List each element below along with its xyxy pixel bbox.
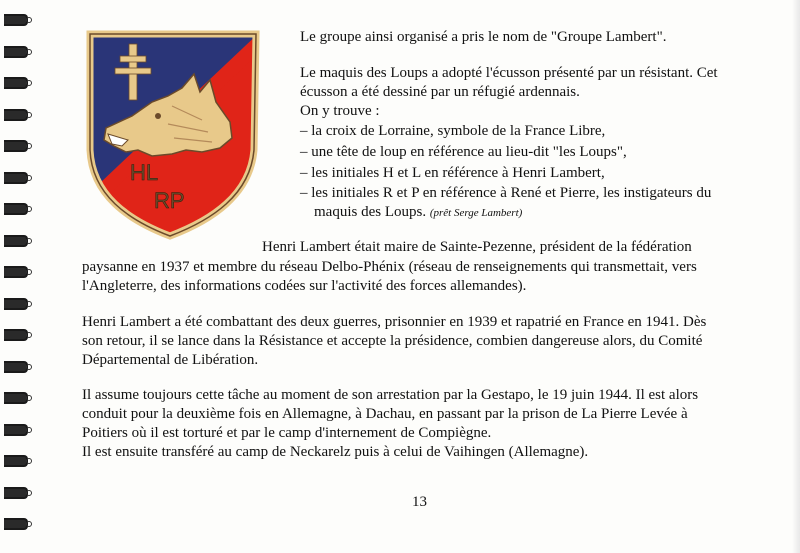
binding-ring	[4, 203, 28, 215]
spiral-binding	[0, 0, 30, 553]
intro-line-4: On y trouve :	[300, 103, 380, 119]
binding-ring	[4, 329, 28, 341]
page-number: 13	[412, 494, 427, 510]
binding-ring	[4, 361, 28, 373]
paragraph-2-line: Départemental de Libération.	[82, 352, 259, 368]
intro-last-text: maquis des Loups.	[314, 204, 427, 220]
bullet-item: – la croix de Lorraine, symbole de la France Libre,	[300, 123, 606, 139]
paragraph-3-line: Il assume toujours cette tâche au moment de son arrestation par la Gestapo, le 19 juin 1944. Il est alors	[82, 387, 699, 403]
paragraph-1-line: paysanne en 1937 et membre du réseau Delbo-Phénix (réseau de renseignements qui transmettait, vers	[82, 259, 697, 275]
binding-ring	[4, 392, 28, 404]
binding-ring	[4, 14, 28, 26]
paragraph-1-line: l'Angleterre, des informations codées sur l'activité des forces allemandes).	[82, 278, 527, 294]
intro-last-line	[300, 203, 522, 223]
binding-ring	[4, 109, 28, 121]
paragraph-3-line: Il est ensuite transféré au camp de Neckarelz puis à celui de Vaihingen (Allemagne).	[82, 444, 589, 460]
binding-ring	[4, 172, 28, 184]
bullet-item: – une tête de loup en référence au lieu-dit "les Loups",	[300, 144, 627, 160]
bullet-item: – les initiales H et L en référence à Henri Lambert,	[300, 165, 605, 181]
binding-ring	[4, 266, 28, 278]
binding-ring	[4, 235, 28, 247]
bullet-item: – les initiales R et P en référence à René et Pierre, les instigateurs du	[300, 185, 712, 201]
page-edge	[792, 0, 800, 553]
paragraph-2-line: Henri Lambert a été combattant des deux guerres, prisonnier en 1939 et rapatrié en France en 1941. Dès	[82, 314, 707, 330]
binding-ring	[4, 298, 28, 310]
crest-initials-rp: RP	[154, 188, 185, 213]
binding-ring	[4, 424, 28, 436]
intro-line-3: écusson a été dessiné par un réfugié ardennais.	[300, 84, 580, 100]
binding-ring	[4, 46, 28, 58]
groupe-lambert-crest	[82, 30, 262, 240]
binding-ring	[4, 518, 28, 530]
paragraph-3-line: Poitiers où il est torturé et par le camp d'internement de Compiègne.	[82, 425, 492, 441]
binding-ring	[4, 487, 28, 499]
photo-credit: (prêt Serge Lambert)	[429, 207, 523, 219]
intro-line-1: Le groupe ainsi organisé a pris le nom de "Groupe Lambert".	[300, 29, 667, 45]
paragraph-1-line: Henri Lambert était maire de Sainte-Pezenne, président de la fédération	[262, 239, 692, 255]
crest-initials-hl: HL	[130, 160, 159, 185]
binding-ring	[4, 140, 28, 152]
binding-ring	[4, 77, 28, 89]
paragraph-2-line: son retour, il se lance dans la Résistance et accepte la présidence, combien dangereuse alors, du Comité	[82, 333, 703, 349]
intro-line-2: Le maquis des Loups a adopté l'écusson présenté par un résistant. Cet	[300, 65, 718, 81]
binding-ring	[4, 455, 28, 467]
paragraph-3-line: conduit pour la deuxième fois en Allemagne, à Dachau, en passant par la prison de La Pierre Levée à	[82, 406, 688, 422]
